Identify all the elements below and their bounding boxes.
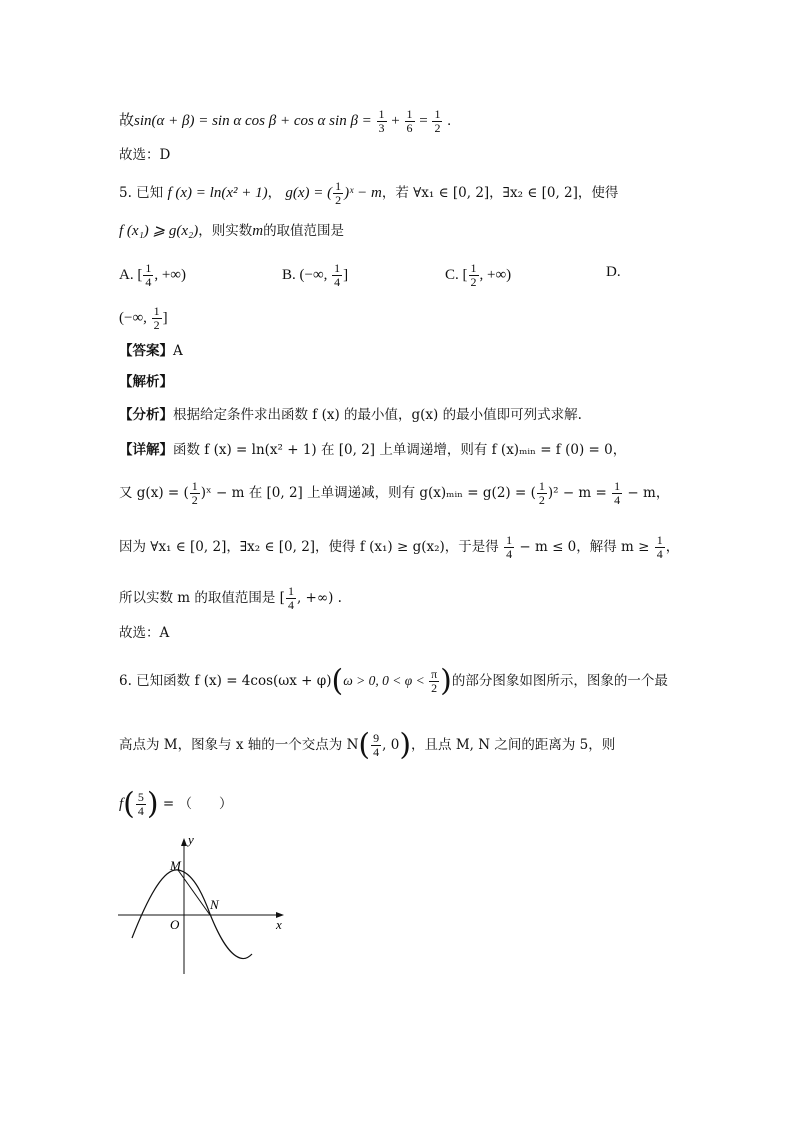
bracket: , +∞) xyxy=(154,266,186,283)
den: 6 xyxy=(406,121,413,135)
den: 2 xyxy=(153,318,160,332)
fraction xyxy=(286,585,296,612)
xiangjie-line3 xyxy=(119,534,679,561)
condition: ω > 0, 0 < φ < xyxy=(343,673,429,688)
text: )² − m = xyxy=(547,485,612,501)
x-axis-label: x xyxy=(276,917,282,932)
bracket: , +∞) xyxy=(479,266,512,283)
option-a[interactable] xyxy=(119,262,186,289)
fraction xyxy=(377,108,387,135)
q6-stem-line1 xyxy=(119,663,668,699)
den: 2 xyxy=(191,493,198,507)
paren: ) xyxy=(440,663,452,699)
num: 1 xyxy=(434,107,441,121)
segment-mn xyxy=(178,870,210,915)
answer-line xyxy=(119,341,183,361)
var-m: m xyxy=(252,223,264,239)
bracket: [ xyxy=(462,266,468,283)
ineq: f (x₁) ⩾ g(x₂) xyxy=(119,223,199,239)
fraction xyxy=(143,262,153,289)
num: 1 xyxy=(614,479,621,493)
num: 1 xyxy=(656,533,663,547)
fraction xyxy=(432,108,442,135)
text: = （ ） xyxy=(158,796,233,812)
xiangjie-text: 函数 f (x) = ln(x² + 1) 在 [0, 2] 上单调递增，则有 f (x)ₘᵢₙ = f (0) = 0， xyxy=(173,442,627,458)
point-n-label: N xyxy=(210,897,219,912)
num: 1 xyxy=(506,533,513,547)
option-label: A. xyxy=(119,266,134,283)
num: 1 xyxy=(287,584,294,598)
comma: ， xyxy=(267,185,282,201)
paren: ( xyxy=(358,727,371,763)
y-axis-label: y xyxy=(188,832,194,847)
text: ，则实数 xyxy=(198,223,253,239)
text: )ˣ − m 在 [0, 2] 上单调递减，则有 g(x)ₘᵢₙ = g(2) = ( xyxy=(200,485,536,501)
text: 6. 已知函数 f (x) = 4cos(ωx + φ) xyxy=(119,673,332,689)
num: 1 xyxy=(191,479,198,493)
bracket: ] xyxy=(162,309,168,326)
choice-a-line: 故选：A xyxy=(119,625,170,641)
q6-stem-line3 xyxy=(119,786,233,822)
xiangjie-line4 xyxy=(119,585,342,612)
den: 4 xyxy=(614,493,621,507)
option-d-label[interactable]: D. xyxy=(606,264,621,280)
f-label: f xyxy=(119,796,124,812)
text: 高点为 M，图象与 x 轴的一个交点为 N xyxy=(119,737,359,753)
num: 1 xyxy=(335,179,342,193)
fraction xyxy=(504,534,514,561)
text: 又 g(x) = ( xyxy=(119,485,189,501)
den: 4 xyxy=(656,547,663,561)
num: 1 xyxy=(470,261,477,275)
fx-expr: f (x) = ln(x² + 1) xyxy=(167,185,268,201)
bracket: [ xyxy=(137,266,143,283)
q5-condition: ，若 ∀x₁ ∈ [0, 2]，∃x₂ ∈ [0, 2]，使得 xyxy=(381,185,619,201)
text: ，且点 M, N 之间的距离为 5，则 xyxy=(411,737,616,753)
fraction xyxy=(655,534,665,561)
fenxi-label: 【分析】 xyxy=(119,407,173,423)
option-label: C. xyxy=(445,266,459,283)
point-m-label: M xyxy=(170,858,181,873)
text: , 0 xyxy=(382,737,400,753)
num: 1 xyxy=(153,304,160,318)
op: . xyxy=(443,112,451,129)
den: 2 xyxy=(538,493,545,507)
analysis-label: 【解析】 xyxy=(119,374,173,390)
text: 的取值范围是 xyxy=(263,223,345,239)
y-axis xyxy=(181,838,187,974)
origin-label: O xyxy=(170,917,180,932)
text: − m ≤ 0，解得 m ≥ xyxy=(515,539,654,555)
op: = xyxy=(415,112,432,129)
num: 1 xyxy=(378,107,385,121)
fraction xyxy=(405,108,415,135)
fenxi-line xyxy=(119,405,582,425)
paren: ( xyxy=(123,786,135,822)
text: 的部分图象如图所示，图象的一个最 xyxy=(451,673,668,689)
den: 4 xyxy=(506,547,513,561)
answer-label: 【答案】 xyxy=(119,343,173,359)
bracket: (−∞, xyxy=(119,309,151,326)
num: 1 xyxy=(406,107,413,121)
text: 故 xyxy=(119,112,135,129)
den: 4 xyxy=(373,745,380,759)
option-d[interactable] xyxy=(119,305,168,332)
den: 2 xyxy=(470,275,477,289)
text: − m， xyxy=(623,485,670,501)
xiangjie-line1 xyxy=(119,440,626,460)
option-c[interactable] xyxy=(445,262,511,289)
op: + xyxy=(387,112,404,129)
fenxi-text: 根据给定条件求出函数 f (x) 的最小值，g(x) 的最小值即可列式求解. xyxy=(173,407,582,423)
option-b[interactable] xyxy=(282,262,348,289)
cosine-graph xyxy=(110,830,300,980)
num: 5 xyxy=(137,790,144,804)
num: 9 xyxy=(373,731,380,745)
fraction xyxy=(136,791,146,818)
paren: ( xyxy=(331,663,344,699)
fraction xyxy=(371,732,381,759)
gx-b: )ˣ − m xyxy=(344,185,382,201)
num: 1 xyxy=(538,479,545,493)
text: ， xyxy=(665,539,680,555)
q5-number: 5. 已知 xyxy=(119,185,164,201)
fraction xyxy=(190,480,200,507)
text: 因为 ∀x₁ ∈ [0, 2]，∃x₂ ∈ [0, 2]，使得 f (x₁) ≥ g(x₂)，于是得 xyxy=(119,539,504,555)
den: 2 xyxy=(431,681,438,695)
q6-stem-line2 xyxy=(119,727,616,763)
bracket: ] xyxy=(343,266,349,283)
den: 4 xyxy=(145,275,152,289)
bracket: (−∞, xyxy=(299,266,332,283)
fraction xyxy=(333,180,343,207)
choice-d-line: 故选：D xyxy=(119,147,171,163)
option-label: B. xyxy=(282,266,296,283)
num: π xyxy=(431,667,438,681)
paren: ) xyxy=(146,786,159,822)
fraction xyxy=(612,480,622,507)
fraction xyxy=(469,262,479,289)
sin-expression: sin(α + β) = sin α cos β + cos α sin β = xyxy=(134,112,376,129)
fraction xyxy=(152,305,162,332)
text: , +∞) . xyxy=(296,590,342,606)
den: 2 xyxy=(335,193,342,207)
fraction xyxy=(429,668,439,695)
text: 所以实数 m 的取值范围是 [ xyxy=(119,590,285,606)
fraction xyxy=(332,262,342,289)
answer-value: A xyxy=(173,343,183,359)
num: 1 xyxy=(145,261,152,275)
paren: ) xyxy=(399,727,412,763)
q5-stem-line2 xyxy=(119,221,344,241)
conclusion-sum-line xyxy=(119,108,451,135)
gx-a: g(x) = ( xyxy=(285,185,333,201)
den: 2 xyxy=(434,121,441,135)
num: 1 xyxy=(334,261,341,275)
xiangjie-line2 xyxy=(119,480,669,507)
xiangjie-label: 【详解】 xyxy=(119,442,173,458)
curve xyxy=(132,870,252,959)
fraction xyxy=(537,480,547,507)
den: 4 xyxy=(334,275,341,289)
den: 3 xyxy=(378,121,385,135)
q5-stem-line1 xyxy=(119,180,618,207)
den: 4 xyxy=(287,598,294,612)
den: 4 xyxy=(137,804,144,818)
